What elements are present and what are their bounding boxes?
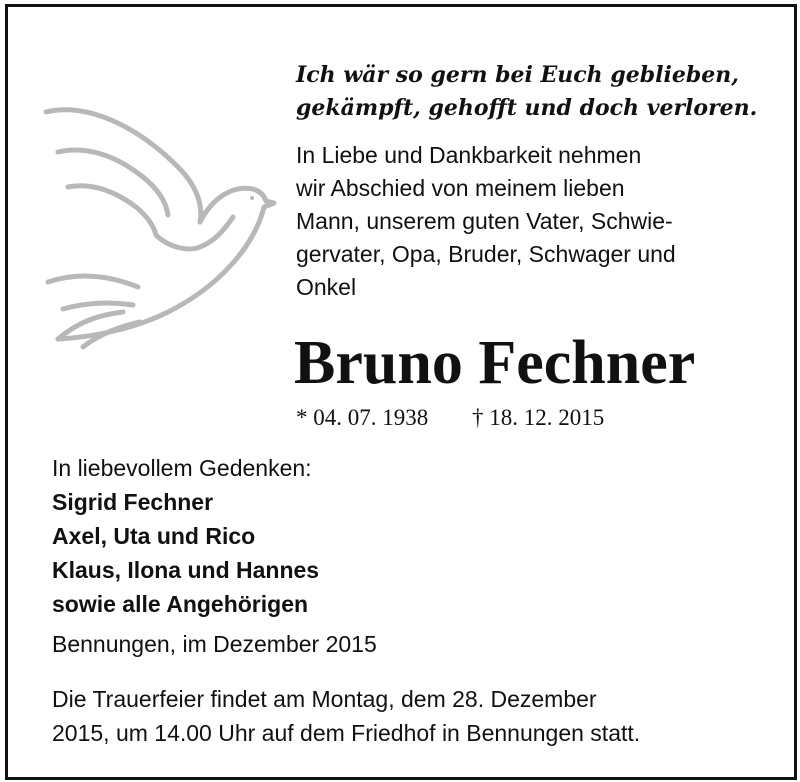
motto-line: gekämpft, gehofft und doch verloren. xyxy=(296,95,758,121)
death-date: † 18. 12. 2015 xyxy=(472,405,605,430)
intro-line: Mann, unserem guten Vater, Schwie- xyxy=(296,208,673,234)
funeral-line: 2015, um 14.00 Uhr auf dem Friedhof in Bennungen statt. xyxy=(52,720,641,746)
deceased-name: Bruno Fechner xyxy=(294,329,696,397)
mourner-name: Axel, Uta und Rico xyxy=(52,523,256,549)
intro-text xyxy=(296,139,776,304)
life-dates xyxy=(296,403,604,433)
mourners-list xyxy=(52,451,319,621)
dove-icon xyxy=(28,97,278,362)
funeral-info xyxy=(52,682,640,750)
birth-date: * 04. 07. 1938 xyxy=(296,405,429,430)
mourner-name: sowie alle Angehörigen xyxy=(52,591,309,617)
intro-line: In Liebe und Dankbarkeit nehmen xyxy=(296,142,642,168)
place-date: Bennungen, im Dezember 2015 xyxy=(52,631,377,657)
motto-line: Ich wär so gern bei Euch geblieben, xyxy=(296,62,739,88)
mourners-heading: In liebevollem Gedenken: xyxy=(52,455,312,481)
intro-line: gervater, Opa, Bruder, Schwager und xyxy=(296,241,676,267)
mourner-name: Sigrid Fechner xyxy=(52,489,214,515)
intro-line: Onkel xyxy=(296,274,357,300)
intro-line: wir Abschied von meinem lieben xyxy=(296,175,625,201)
obituary-notice xyxy=(5,4,797,780)
mourner-name: Klaus, Ilona und Hannes xyxy=(52,557,320,583)
funeral-line: Die Trauerfeier findet am Montag, dem 28. Dezember xyxy=(52,686,597,712)
motto-verse xyxy=(296,59,796,125)
